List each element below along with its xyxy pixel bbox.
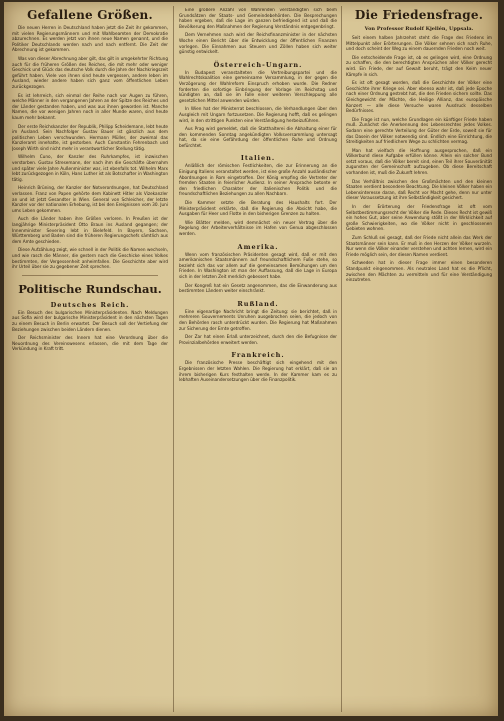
- paragraph: Auch die Länder haben ihre Größen verloren. In Preußen ist der langjährige Ministerpräsident Otto Braun ins Ausland gegangen; der Innenminister Severing lebt in Bielefeld. In Bayern, Sachsen, Württemberg und Baden sind die früheren Regierungschefs sämtlich aus dem Amte geschieden.: [12, 217, 168, 245]
- paragraph: Der erste Reichskanzler der Republik, Philipp Scheidemann, lebt heute im Ausland. Sein Nachfolger Gustav Bauer ist gänzlich aus dem politischen Leben verschwunden. Hermann Müller, der zweimal das Kanzleramt innehatte, ist gestorben. Auch Constantin Fehrenbach und Joseph Wirth sind nicht mehr in verantwortlicher Stellung tätig.: [12, 124, 168, 152]
- paragraph: Die entscheidende Frage ist, ob es gelingen wird, eine Ordnung zu schaffen, die den berechtigten Ansprüchen aller Völker gerecht wird. Ein Friede, der auf Gewalt beruht, trägt den Keim neuer Kämpfe in sich.: [346, 55, 492, 78]
- paragraph: Dem Vernehmen nach wird der Reichsfinanzminister in der nächsten Woche einen Bericht über die Entwicklung der öffentlichen Finanzen vorlegen. Die Einnahmen aus Steuern und Zöllen haben sich weiter günstig entwickelt.: [179, 33, 337, 56]
- paragraph: In Budapest veranstalteten die Vertreibungspartei und die Wahlrechtskoalition eine gemeinsame Versammlung, in der gegen die Verzögerung der Wahlreform Einspruch erhoben wurde. Die Redner forderten die sofortige Einbringung der Vorlage im Reichstag und kündigten an, daß sie im Falle einer weiteren Verschleppung alle gesetzlichen Mittel anwenden würden.: [179, 70, 337, 104]
- section-heading: Frankreich.: [231, 351, 285, 360]
- column-left: [12, 8, 168, 712]
- paragraph: Es ist oft gesagt worden, daß die Geschichte der Völker eine Geschichte ihrer Kriege sei. Aber ebenso wahr ist, daß jede Epoche nach einer Ordnung gestrebt hat, die den Frieden sichern sollte. Das Gleichgewicht der Mächte, die Heilige Allianz, das europäische Konzert — alle diese Versuche waren Ausdruck desselben Bedürfnisses.: [346, 81, 492, 115]
- section-subtitle: Deutsches Reich.: [50, 300, 130, 309]
- paragraph: Die Frage ist nun, welche Grundlagen ein künftiger Friede haben muß. Zunächst die Anerkennung des Lebensrechtes jedes Volkes. Sodann eine gerechte Verteilung der Güter der Erde, soweit sie für das Dasein der Völker notwendig sind. Endlich eine Einrichtung, die Streitigkeiten auf friedlichem Wege zu schlichten vermag.: [346, 117, 492, 146]
- paragraph: In Wien hat der Ministerrat beschlossen, die Verhandlungen über den Ausgleich mit Ungarn fortzusetzen. Die Regierung hofft, daß es gelingen wird, in den strittigen Punkten eine Verständigung herbeizuführen.: [179, 107, 337, 124]
- newspaper-page: [4, 2, 498, 716]
- section-title: Politische Rundschau.: [18, 281, 162, 296]
- divider: [22, 275, 158, 276]
- paragraph: Man hat vielfach die Hoffnung ausgesprochen, daß ein Völkerbund diese Aufgabe erfüllen könne. Allein ein solcher Bund setzt voraus, daß die Völker bereit sind, einen Teil ihrer Souveränität zugunsten der Gemeinschaft aufzugeben. Ob diese Bereitschaft vorhanden ist, muß die Zukunft lehren.: [346, 148, 492, 177]
- paragraph: Ein Besuch des bulgarischen Ministerpräsidenten. Nach Meldungen aus Sofia wird der bulgarische Ministerpräsident in den nächsten Tagen zu einem Besuch in Berlin erwartet. Der Besuch soll der Vertiefung der Beziehungen zwischen beiden Ländern dienen.: [12, 310, 168, 333]
- article-title: Die Friedensfrage.: [354, 8, 484, 22]
- paragraph: Zum Schluß sei gesagt, daß der Friede nicht allein das Werk der Staatsmänner sein kann. Er muß in den Herzen der Völker wurzeln. Nur wenn die Völker einander verstehen und achten lernen, wird ein Friede möglich sein, der diesen Namen verdient.: [346, 236, 492, 258]
- paragraph: Anläßlich der römischen Festlichkeiten, die zur Erinnerung an die Einigung Italiens veranstaltet werden, ist eine große Anzahl ausländischer Abordnungen in Rom eingetroffen. Der König empfing die Vertreter der fremden Staaten in feierlicher Audienz. In seiner Ansprache betonte er den friedlichen Charakter der italienischen Politik und die freundschaftlichen Beziehungen zu allen Nachbarn.: [179, 164, 337, 198]
- paragraph: Der Reichsminister des Innern hat eine Verordnung über die Neuordnung des Vereinswesens erlassen, die mit dem Tage der Verkündung in Kraft tritt.: [12, 336, 168, 353]
- section-heading: Amerika.: [237, 242, 279, 251]
- paragraph: Eine größere Anzahl von Wahrenden verständigten sich beim Grundsätzen der Staats- und Gemeindebehörden. Die Besprechungen haben ergeben, daß die Lage im ganzen befriedigend ist und daß die Bevölkerung den Maßnahmen der Regierung Verständnis entgegenbringt.: [179, 8, 337, 30]
- paragraph: Es ist lehrreich, sich einmal der Reihe nach vor Augen zu führen, welche Männer in den vergangenen Jahren an der Spitze des Reiches und der Länder gestanden haben, und was aus ihnen geworden ist. Manche Namen, die vor wenigen Jahren noch in aller Munde waren, sind heute kaum mehr bekannt.: [12, 93, 168, 121]
- paragraph: Der Zar hat einen Erlaß unterzeichnet, durch den die Befugnisse der Provinzialbehörden erweitert werden.: [179, 335, 337, 346]
- paragraph: Die Kammer setzte die Beratung des Haushalts fort. Der Ministerpräsident erklärte, daß die Regierung die Absicht habe, die Ausgaben für Heer und Flotte in den bisherigen Grenzen zu halten.: [179, 201, 337, 218]
- paragraph: Die neuen Herren in Deutschland haben jetzt die Zeit ihr gekommen, mit vielen Regierungsmännern und mit Wahlbeamten der Demokratie abzurechnen. Es werden jetzt von ihnen neue Namen genannt, und die Politiker Deutschlands werden nach und nach entfernt. Die Zeit der Abrechnung ist gekommen.: [12, 26, 168, 54]
- paragraph: Diese Aufzählung zeigt, wie schnell in der Politik die Namen wechseln, und wie rasch die Männer, die gestern noch die Geschicke eines Volkes bestimmten, der Vergessenheit anheimfallen. Die Geschichte aber wird ihr Urteil über sie zu gegebener Zeit sprechen.: [12, 248, 168, 271]
- paragraph: Schweden hat in dieser Frage immer einen besonderen Standpunkt eingenommen. Als neutrales Land hat es die Pflicht, zwischen den Mächten zu vermitteln und für eine Verständigung einzutreten.: [346, 261, 492, 284]
- column-right: [346, 8, 492, 712]
- paragraph: Aus Prag wird gemeldet, daß die Statthalterei die Abhaltung einer für den kommenden Sonntag angekündigten Volksversammlung untersagt hat, da sie eine Gefährdung der öffentlichen Ruhe und Ordnung befürchtet.: [179, 127, 337, 149]
- byline: Von Professor Rudolf Kjellén, Uppsala.: [364, 26, 474, 32]
- paragraph: Seit einem halben Jahrzehnt steht die Frage des Friedens im Mittelpunkt aller Erörterungen. Die Völker sehnen sich nach Ruhe, und doch scheint der Weg zu einem dauernden Frieden noch weit.: [346, 36, 492, 53]
- section-heading: Österreich-Ungarn.: [213, 60, 303, 69]
- paragraph: Was von dieser Abrechnung aber gilt, das gilt in umgekehrter Richtung auch für die früheren Größen des Reiches, die mit mehr oder weniger Geschick und Glück das deutsche Volk durch die Jahre der Nachkriegszeit geführt haben. Viele von ihnen sind heute vergessen, andere leben im Ausland, wieder andere haben sich ganz vom öffentlichen Leben zurückgezogen.: [12, 56, 168, 90]
- paragraph: Die französische Presse beschäftigt sich eingehend mit den Ergebnissen der letzten Wahlen. Die Regierung hat erklärt, daß sie an ihrem bisherigen Kurs festhalten werde. In der Kammer kam es zu lebhaften Auseinandersetzungen über die Finanzpolitik.: [179, 361, 337, 384]
- section-heading: Rußland.: [237, 299, 279, 308]
- paragraph: Wenn vom französischen Präsidenten gesagt wird, daß er mit den amerikanischen Staatsmännern auf freundschaftlichem Fuße stehe, so bezieht sich das vor allem auf die gemeinsamen Bemühungen um den Frieden. In Washington ist man der Auffassung, daß die Lage in Europa sich in der letzten Zeit merklich gebessert habe.: [179, 252, 337, 280]
- paragraph: Eine eigenartige Nachricht bringt die Zeitung: sie berichtet, daß in mehreren Gouvernements Unruhen ausgebrochen seien, die jedoch von den Behörden rasch unterdrückt wurden. Die Regierung hat Maßnahmen zur Sicherung der Ernte getroffen.: [179, 309, 337, 332]
- paragraph: Das Verhältnis zwischen den Großmächten und den kleinen Staaten verdient besondere Beachtung. Die kleinen Völker haben ein Lebensinteresse daran, daß Recht vor Macht gehe, denn nur unter dieser Voraussetzung ist ihre Selbständigkeit gesichert.: [346, 179, 492, 202]
- paragraph: Wie Blätter melden, wird demnächst ein neuer Vertrag über die Regelung der Arbeiterverhältnisse im Hafen von Genua abgeschlossen werden.: [179, 220, 337, 237]
- paragraph: In der Erörterung der Friedensfrage ist oft vom Selbstbestimmungsrecht der Völker die Rede. Dieses Recht ist gewiß ein hohes Gut, aber seine Anwendung stößt in der Wirklichkeit auf große Schwierigkeiten, wo die Völker nicht in geschlossenen Gebieten wohnen.: [346, 205, 492, 233]
- paragraph: Heinrich Brüning, der Kanzler der Notverordnungen, hat Deutschland verlassen. Franz von Papen gehörte dem Kabinett Hitler als Vizekanzler an und ist jetzt Gesandter in Wien. General von Schleicher, der letzte Kanzler vor der nationalen Erhebung, ist bei den Ereignissen vom 30. Juni ums Leben gekommen.: [12, 186, 168, 214]
- column-rule: [173, 6, 174, 712]
- column-middle: [179, 8, 337, 712]
- paragraph: Wilhelm Cuno, der Kanzler des Ruhrkampfes, ist inzwischen verstorben. Gustav Stresemann, der nach ihm die Geschäfte übernahm und später viele Jahre Außenminister war, ist ebenfalls tot. Wilhelm Marx lebt zurückgezogen in Köln, Hans Luther ist als Botschafter in Washington tätig.: [12, 155, 168, 183]
- article-title: Gefallene Größen.: [27, 8, 153, 22]
- column-rule: [341, 6, 342, 712]
- section-heading: Italien.: [240, 154, 276, 163]
- paragraph: Der Kongreß hat ein Gesetz angenommen, das die Einwanderung aus bestimmten Ländern weiter einschränkt.: [179, 283, 337, 295]
